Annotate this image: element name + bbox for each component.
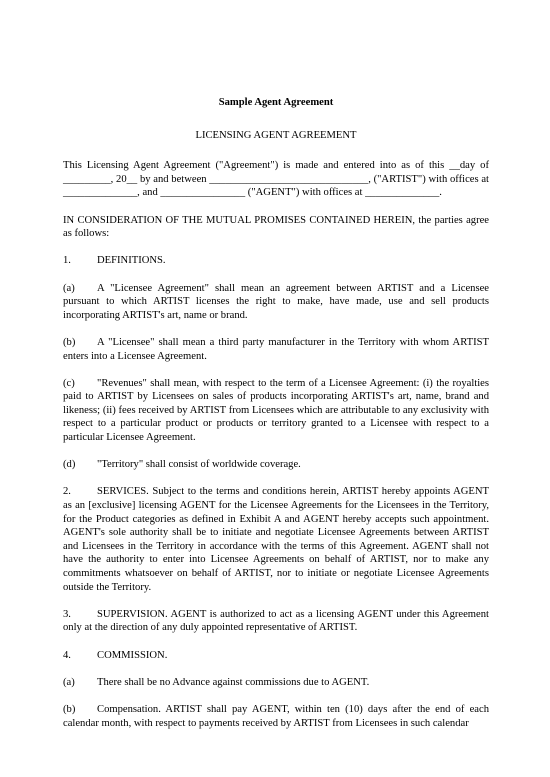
clause-number: (b)	[63, 703, 76, 715]
section-number: 3.	[63, 608, 71, 620]
clause-1d	[63, 458, 489, 472]
clause-number: (a)	[63, 282, 75, 294]
clause-1c	[63, 377, 489, 445]
section-1-heading	[63, 254, 489, 268]
clause-number: (d)	[63, 459, 76, 471]
section-4-heading	[63, 649, 489, 663]
document-title: Sample Agent Agreement	[218, 97, 334, 108]
clause-text: "Territory" shall consist of worldwide coverage.	[97, 459, 301, 471]
section-heading: COMMISSION.	[97, 649, 168, 661]
clause-text: A "Licensee Agreement" shall mean an agreement between ARTIST and a Licensee pursuant to which ARTIST licenses the right to make, have made, use and sell products incorporating ARTIST's art, name or brand.	[63, 282, 489, 321]
consideration-paragraph: IN CONSIDERATION OF THE MUTUAL PROMISES CONTAINED HEREIN, the parties agree as follows:	[63, 214, 489, 240]
section-heading: DEFINITIONS.	[97, 255, 166, 267]
clause-text: There shall be no Advance against commissions due to AGENT.	[97, 676, 370, 688]
clause-number: (a)	[63, 676, 75, 688]
clause-1b	[63, 336, 489, 363]
clause-text: "Revenues" shall mean, with respect to the term of a Licensee Agreement: (i) the royalties paid to ARTIST by Licensees on sales of products incorporating ARTIST's art, name, brand and likeness; (ii) fees received by ARTIST from Licensees which are attributable to any exclusivity with respect to a particular product or products or territory granted to a Licensee with respect to a particular Licensee Agreement.	[63, 377, 489, 444]
clause-number: (c)	[63, 377, 75, 389]
document-subtitle: LICENSING AGENT AGREEMENT	[195, 129, 357, 141]
section-number: 1.	[63, 255, 71, 267]
section-text: SUPERVISION. AGENT is authorized to act as a licensing AGENT under this Agreement only at the direction of any duly appointed representative of ARTIST.	[63, 608, 489, 634]
section-3	[63, 608, 489, 635]
section-text: SERVICES. Subject to the terms and conditions herein, ARTIST hereby appoints AGENT as an [exclusive] licensing AGENT for the Licensee Agreements for the Licensees in the Territory, for the Product categories as defined in Exhibit A and AGENT hereby accepts such appointment. AGENT's sole authority shall be to initiate and negotiate Licensee Agreements between ARTIST and Licensees in the Territory in accordance with the terms of this Agreement. AGENT shall not have the authority to enter into Licensee Agreements on behalf of ARTIST, nor to make any commitments whatsoever on behalf of ARTIST, nor to initiate or negotiate Licensee Agreements outside the Territory.	[63, 486, 489, 593]
section-number: 2.	[63, 486, 71, 498]
intro-paragraph: This Licensing Agent Agreement ("Agreement") is made and entered into as of this __day of _________, 20__ by and between ______________________________, ("ARTIST") with offices at ______________, and ________________ ("AGENT") with offices at ______________.	[63, 160, 489, 199]
document-body	[63, 96, 489, 744]
section-2	[63, 485, 489, 594]
clause-4b	[63, 703, 489, 730]
clause-number: (b)	[63, 336, 76, 348]
clause-1a	[63, 282, 489, 323]
section-number: 4.	[63, 649, 71, 661]
clause-4a	[63, 676, 489, 690]
clause-text: A "Licensee" shall mean a third party manufacturer in the Territory with whom ARTIST enters into a Licensee Agreement.	[63, 336, 489, 362]
clause-text: Compensation. ARTIST shall pay AGENT, within ten (10) days after the end of each calendar month, with respect to payments received by ARTIST from Licensees in such calendar	[63, 703, 489, 729]
